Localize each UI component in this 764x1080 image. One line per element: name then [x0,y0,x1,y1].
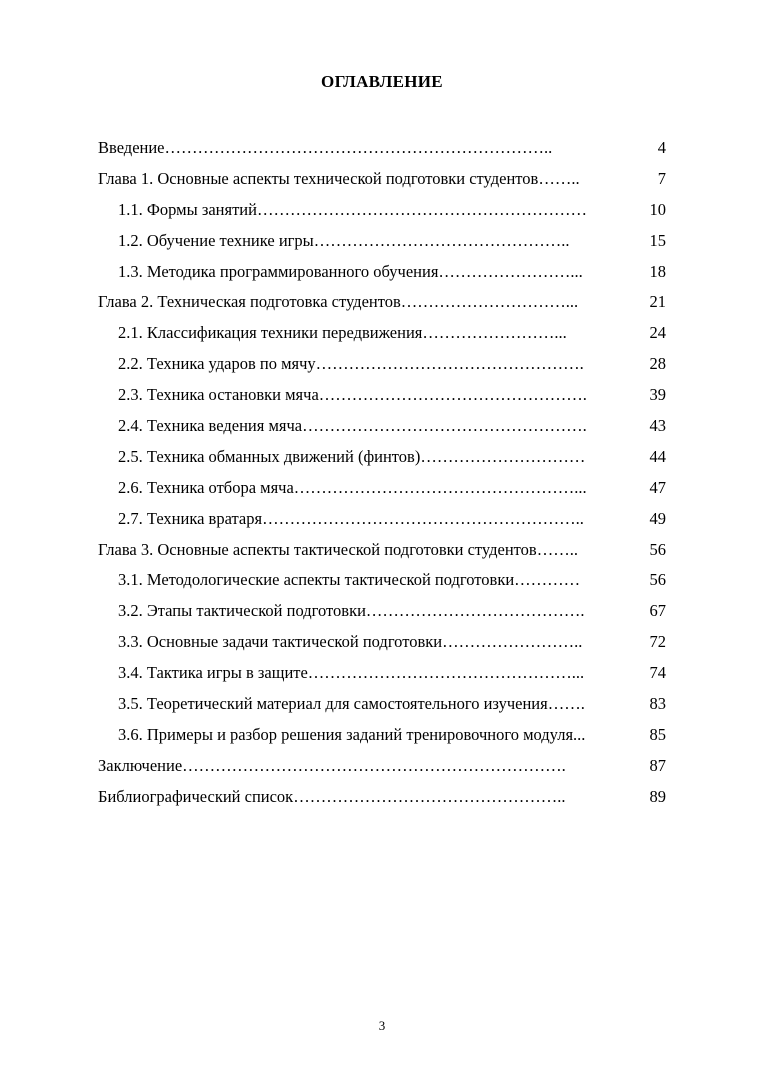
toc-entry-text: Введение…………………………………………………………….. [98,138,553,157]
toc-page-number: 4 [657,138,666,157]
toc-entry-section-2-3[interactable] [0,380,764,411]
toc-entry-text: 3.3. Основные задачи тактической подготовки…………………….. [118,632,583,652]
toc-page-number: 74 [649,663,666,683]
toc-entry-text: 1.1. Формы занятий…………………………………………………… [118,199,587,219]
toc-page-number: 39 [649,385,666,405]
toc-entry-section-3-4[interactable] [0,658,764,689]
toc-entry-section-3-5[interactable] [0,689,764,720]
toc-entry-text: 2.1. Классификация техники передвижения……………………... [118,323,567,343]
toc-page-number: 49 [649,508,666,528]
toc-entry-chapter-2[interactable] [0,287,764,318]
toc-entry-text: 1.2. Обучение технике игры……………………………………….. [118,230,570,250]
toc-page-number: 24 [649,323,666,343]
toc-entry-section-2-2[interactable] [0,349,764,380]
page-number-footer: 3 [378,1018,386,1033]
toc-entry-section-3-1[interactable] [0,565,764,596]
toc-entry-section-3-2[interactable] [0,596,764,627]
toc-entry-section-3-6[interactable] [0,720,764,751]
toc-page-number: 7 [657,168,666,188]
toc-entry-section-2-1[interactable] [0,318,764,349]
toc-entry-chapter-3[interactable] [0,535,764,566]
toc-entry-text: Заключение……………………………………………………………. [98,755,566,775]
toc-entry-text: 2.6. Техника отбора мяча……………………………………………... [118,477,587,497]
toc-entry-text: Глава 2. Техническая подготовка студентов…………………………... [98,292,579,312]
toc-page-number: 67 [649,601,666,621]
toc-entry-section-2-7[interactable] [0,504,764,535]
toc-entry-text: 2.5. Техника обманных движений (финтов)………………………… [118,446,586,466]
toc-entry-text: 2.7. Техника вратаря………………………………………………….. [118,508,584,528]
toc-page-number: 15 [649,230,666,250]
toc-page-number: 83 [649,694,666,714]
toc-page-number: 85 [649,724,666,744]
toc-page-number: 56 [649,570,666,590]
toc-page-number: 87 [649,755,666,775]
toc-page-number: 21 [649,292,666,312]
toc-entry-section-1-3[interactable] [0,257,764,288]
toc-entry-text: Глава 1. Основные аспекты технической подготовки студентов…….. [98,168,580,188]
toc-entry-section-1-1[interactable] [0,195,764,226]
toc-page-number: 10 [649,199,666,219]
toc-entry-text: 1.3. Методика программированного обучения……………………... [118,261,583,281]
toc-entry-text: 3.5. Теоретический материал для самостоятельного изучения……. [118,694,585,714]
toc-entry-text: 3.4. Тактика игры в защите…………………………………………... [118,663,585,683]
toc-page-number: 28 [649,354,666,374]
toc-entry-section-2-5[interactable] [0,442,764,473]
toc-entry-text: 3.1. Методологические аспекты тактической подготовки………… [118,570,581,590]
toc-entry-introduction[interactable] [0,133,764,164]
toc-page-number: 44 [649,446,666,466]
toc-page-number: 18 [649,261,666,281]
table-of-contents [0,133,764,813]
toc-page-number: 72 [649,632,666,652]
toc-page-number: 43 [649,416,666,436]
toc-page-number: 47 [649,477,666,497]
toc-entry-text: 3.6. Примеры и разбор решения заданий тренировочного модуля... [118,724,586,744]
toc-entry-section-3-3[interactable] [0,627,764,658]
toc-entry-text: 2.4. Техника ведения мяча……………………………………………. [118,416,587,436]
toc-entry-section-1-2[interactable] [0,226,764,257]
toc-entry-chapter-1[interactable] [0,164,764,195]
toc-page-number: 89 [649,786,666,806]
toc-entry-text: Глава 3. Основные аспекты тактической подготовки студентов…….. [98,539,578,559]
toc-entry-section-2-6[interactable] [0,473,764,504]
toc-entry-text: 3.2. Этапы тактической подготовки…………………………………. [118,601,585,621]
page-title: ОГЛАВЛЕНИЕ [321,72,443,91]
toc-entry-text: 2.3. Техника остановки мяча…………………………………………. [118,385,587,405]
toc-entry-section-2-4[interactable] [0,411,764,442]
toc-entry-text: Библиографический список………………………………………….. [98,786,566,806]
toc-entry-conclusion[interactable] [0,751,764,782]
toc-entry-bibliography[interactable] [0,782,764,813]
toc-page-number: 56 [649,539,666,559]
toc-entry-text: 2.2. Техника ударов по мячу…………………………………………. [118,354,584,374]
